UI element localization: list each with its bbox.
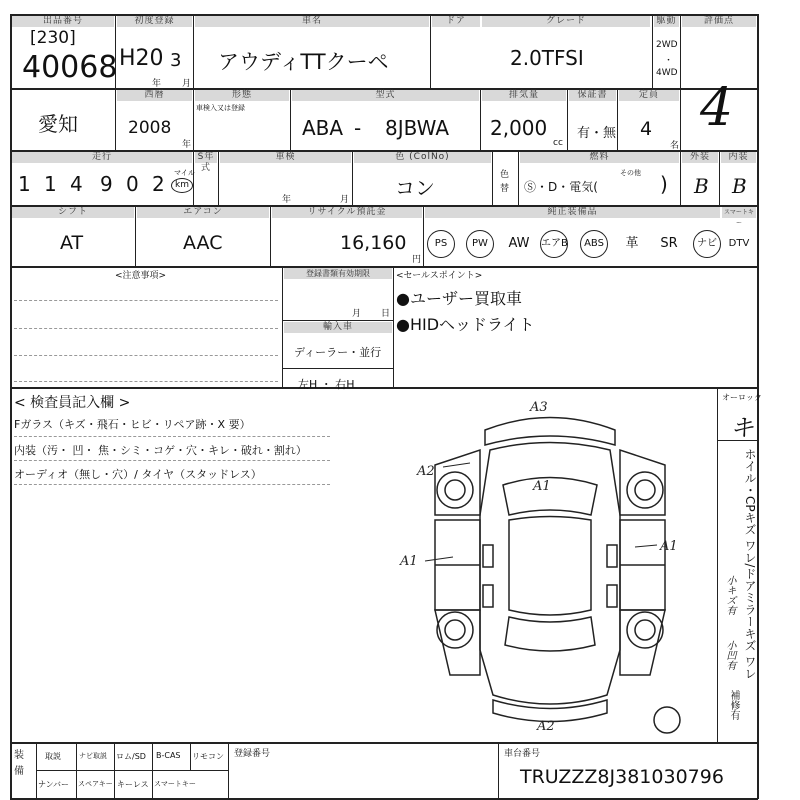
- color-header: 色 (ColNo): [354, 152, 491, 163]
- capacity-header: 定員: [619, 90, 679, 101]
- model-year-header: 西暦: [117, 90, 192, 101]
- interior-line: 内装（汚・ 凹・ 焦・シミ・コゲ・穴・キレ・破れ・割れ）: [14, 444, 307, 457]
- shift: AT: [60, 232, 84, 254]
- type-prefix: ABA: [302, 116, 344, 140]
- displacement-header: 排気量: [482, 90, 566, 101]
- mileage-header: 走行: [12, 152, 192, 163]
- ac: AAC: [183, 232, 223, 254]
- side-note-scratch: 小キズ有: [724, 575, 735, 615]
- damage-mark-a3: A3: [530, 400, 548, 415]
- displacement: 2,000: [490, 116, 548, 140]
- expiry-month-unit: 月: [352, 309, 362, 319]
- sales-point: ●ユーザー買取車: [396, 289, 522, 308]
- inspector-title: < 検査員記入欄 >: [14, 395, 131, 411]
- fitting-smart-key: スマートキー: [154, 780, 196, 788]
- damage-mark-a1: A1: [400, 554, 418, 569]
- shaken-note: 車検入又は登録: [196, 104, 245, 112]
- equipment-item: PW: [466, 230, 494, 258]
- import-header: 輸入車: [284, 322, 392, 333]
- equipment-item: DTV: [728, 238, 750, 249]
- equipment-item: 革: [625, 236, 639, 251]
- fuel-header: 燃料: [520, 152, 679, 163]
- damage-mark-a1: A1: [533, 479, 551, 494]
- drive-dot: ・: [664, 56, 674, 66]
- type-header: 型式: [292, 90, 479, 101]
- month-unit: 月: [182, 79, 192, 89]
- shift-header: シフト: [12, 207, 134, 218]
- damage-mark-a2: A2: [537, 719, 555, 734]
- car-name-header: 車名: [195, 16, 429, 27]
- model-year: 2008: [128, 118, 172, 138]
- first-reg-header: 初度登録: [117, 16, 192, 27]
- grade-header: グレード: [482, 16, 650, 27]
- equipment-item: SR: [660, 236, 678, 251]
- fitting-rom: ロム/SD: [116, 752, 146, 761]
- mileage-digit: 9: [100, 172, 113, 196]
- equipment-item: ナビ: [693, 230, 721, 258]
- drive-header: 駆動: [654, 16, 679, 27]
- inspection-header: 車検: [220, 152, 351, 163]
- fitting-manual: 取説: [45, 752, 61, 761]
- grade: 2.0TFSI: [510, 46, 584, 70]
- windshield-line: Fガラス（キズ・飛石・ヒビ・リペア跡・X 要）: [14, 418, 251, 431]
- audio-tire-line: オーディオ（無し・穴）/ タイヤ（スタッドレス）: [14, 468, 262, 481]
- year-unit-2: 年: [182, 140, 192, 150]
- damage-mark-a2: A2: [417, 464, 435, 479]
- fuel-other: その他: [620, 169, 641, 177]
- fitting-keyless: キーレス: [117, 780, 149, 789]
- drive-2wd: 2WD: [656, 40, 678, 50]
- color: コン: [395, 176, 435, 200]
- ac-header: エアコン: [137, 207, 269, 218]
- form-header: 形態: [195, 90, 289, 101]
- side-note-dent: 小凹有: [724, 640, 735, 670]
- fittings-label: 装備: [14, 750, 24, 777]
- steering-side: 左H ・ 右H: [298, 378, 355, 391]
- car-name: アウディTTクーペ: [218, 50, 389, 74]
- capacity: 4: [640, 118, 653, 140]
- damage-mark-a1: A1: [660, 539, 678, 554]
- fuel-close: ): [660, 172, 668, 196]
- score-value: 4: [700, 78, 734, 138]
- prefecture: 愛知: [38, 112, 78, 136]
- lot-number: 40068: [22, 50, 118, 85]
- fuel-options: Ⓢ・D・電気(: [524, 180, 598, 194]
- exterior-grade: B: [694, 174, 709, 198]
- score-header: 評価点: [682, 16, 756, 27]
- recycle-header: リサイクル預託金: [272, 207, 422, 218]
- side-note-repair: 補修有: [728, 690, 739, 720]
- door-header: ドア: [432, 16, 480, 27]
- warranty-header: 保証書: [569, 90, 616, 101]
- chassis-label: 車台番号: [504, 749, 541, 759]
- sales-label: <セールスポイント>: [396, 271, 483, 281]
- warranty: 有・無: [577, 126, 617, 141]
- fitting-nav-manual: ナビ取説: [79, 752, 107, 760]
- sales-point: ●HIDヘッドライト: [396, 315, 535, 334]
- first-reg-month: 3: [170, 50, 182, 71]
- reg-number-label: 登録番号: [234, 749, 271, 759]
- fitting-remote: リモコン: [192, 752, 224, 761]
- first-reg-era: H20: [119, 46, 164, 71]
- mileage-digit: 4: [70, 172, 83, 196]
- type-code: 8JBWA: [385, 116, 449, 140]
- equipment-item: エアB: [540, 230, 568, 258]
- equipment-item: ABS: [580, 230, 608, 258]
- km-label: km: [171, 178, 193, 193]
- mile-label: マイル: [174, 169, 195, 177]
- car-diagram: [395, 395, 705, 740]
- fitting-bcas: B-CAS: [156, 751, 181, 760]
- year-unit: 年: [152, 79, 162, 89]
- fitting-plate: ナンバー: [38, 780, 70, 789]
- exterior-header: 外装: [682, 152, 718, 163]
- chassis-number: TRUZZZ8J381030796: [520, 766, 724, 788]
- interior-header: 内装: [721, 152, 756, 163]
- exhibit-no-header: 出品番号: [12, 16, 114, 27]
- mileage-digit: 0: [126, 172, 139, 196]
- import-type: ディーラー・並行: [294, 346, 382, 359]
- insp-month-unit: 月: [340, 195, 350, 205]
- interior-grade: B: [732, 174, 747, 198]
- caution-label: <注意事項>: [115, 271, 167, 281]
- recycle-fee: 16,160: [340, 232, 407, 254]
- cc-unit: cc: [553, 138, 563, 148]
- lot-prefix: [230]: [30, 28, 76, 48]
- fitting-spare-key: スペアキー: [78, 780, 113, 788]
- mileage-digit: 1: [18, 172, 31, 196]
- type-dash: -: [354, 116, 362, 140]
- equipment-item: AW: [508, 236, 530, 251]
- equipment-item: PS: [427, 230, 455, 258]
- expiry-day-unit: 日: [381, 309, 391, 319]
- mileage-digit: 2: [152, 172, 165, 196]
- equipment-header: 純正装備品: [425, 207, 720, 218]
- autolock-label: オーロック: [722, 393, 762, 402]
- smart-key-header: スマートキー: [722, 207, 756, 218]
- side-note-wheel: ホイル・CPキズ ワレ/ドアミラーキズ ワレ: [743, 448, 757, 680]
- mileage-digit: 1: [44, 172, 57, 196]
- autolock-mark: キ: [730, 414, 754, 442]
- reg-expiry-header: 登録書類有効期限: [284, 268, 392, 279]
- insp-year-unit: 年: [282, 195, 292, 205]
- drive-4wd: 4WD: [656, 68, 678, 78]
- yen-unit: 円: [412, 255, 422, 265]
- persons-unit: 名: [670, 141, 680, 151]
- color-change: 色替: [500, 170, 510, 194]
- s-year-header: S年式: [195, 152, 217, 163]
